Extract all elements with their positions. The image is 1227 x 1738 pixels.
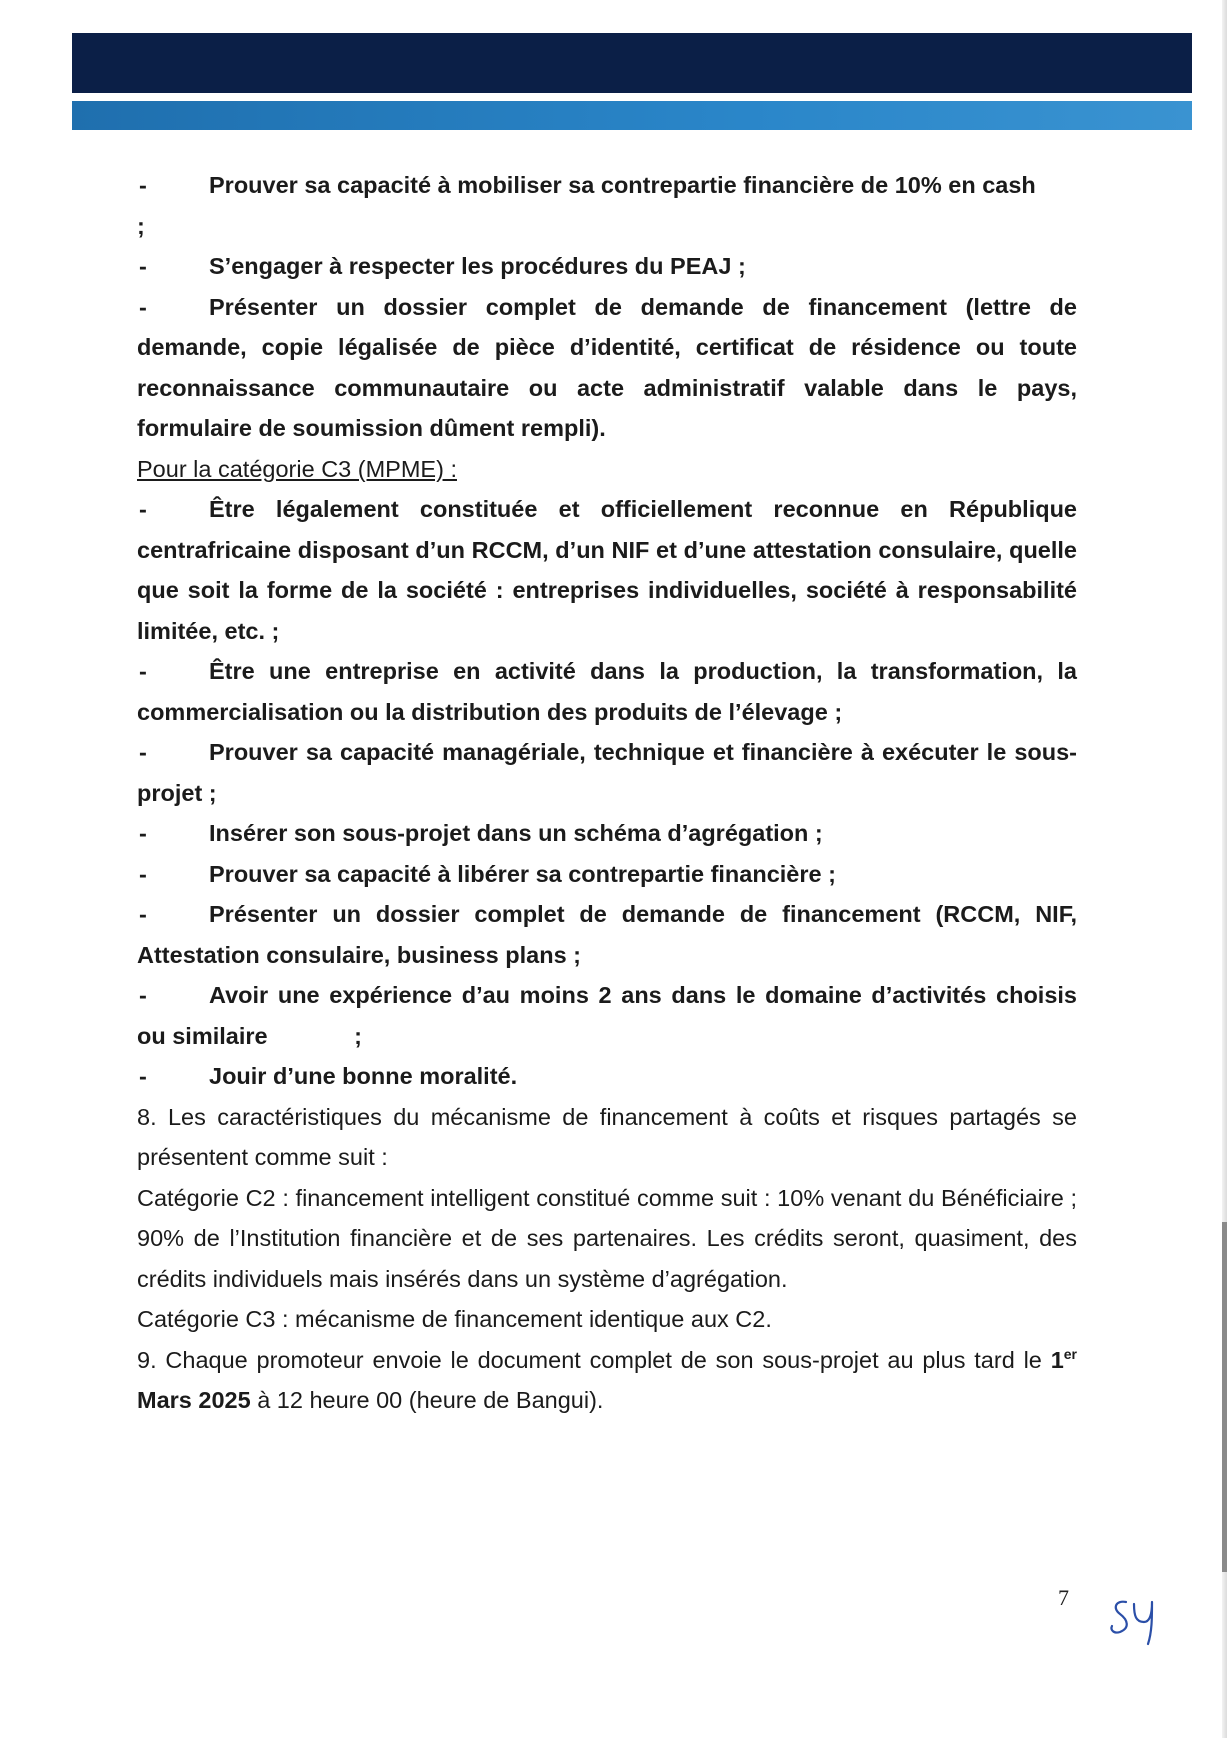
list-item — [137, 1056, 1077, 1097]
list-item — [137, 894, 1077, 975]
list-item — [137, 165, 1077, 206]
list-item — [137, 651, 1077, 732]
bullet-dash: - — [139, 820, 147, 846]
section-9-text-end: à 12 heure 00 (heure de Bangui). — [250, 1387, 604, 1413]
list-item — [137, 246, 1077, 287]
bullet-dash: - — [139, 172, 147, 198]
semicolon: ; — [354, 1022, 362, 1049]
list-item — [137, 287, 1077, 449]
list-item — [137, 975, 1077, 1056]
list-item-text: Prouver sa capacité à libérer sa contrepartie financière ; — [209, 860, 836, 887]
section-9-text: 9. Chaque promoteur envoie le document complet de son sous-projet au plus tard le — [137, 1346, 1051, 1373]
bullet-dash: - — [139, 293, 147, 320]
list-item — [137, 854, 1077, 895]
list-item-text: Présenter un dossier complet de demande de financement (lettre de demande, copie légalisée de pièce d’identité, certificat de résidence ou toute reconnaissance communautaire ou acte administratif valable dans le pays, formulaire de soumission dûment rempli). — [137, 293, 1077, 441]
bullet-dash: - — [139, 1063, 147, 1089]
bullet-dash: - — [139, 860, 147, 887]
section-8-category-c2: Catégorie C2 : financement intelligent constitué comme suit : 10% venant du Bénéficiaire ; 90% de l’Institution financière et de ses partenaires. Les crédits seront, quasiment, des crédits individuels mais insérés dans un système d’agrégation. — [137, 1184, 1077, 1292]
section-8-intro: 8. Les caractéristiques du mécanisme de financement à coûts et risques partagés se présentent comme suit : — [137, 1103, 1077, 1170]
section-8-category-c3: Catégorie C3 : mécanisme de financement identique aux C2. — [137, 1306, 772, 1332]
bullet-dash: - — [139, 901, 147, 927]
list-item-text: Prouver sa capacité à mobiliser sa contrepartie financière de 10% en cash — [209, 172, 1036, 198]
list-item-continuation — [137, 206, 1077, 247]
list-item-text: Être légalement constituée et officiellement reconnue en République centrafricaine disposant d’un RCCM, d’un NIF et d’une attestation consulaire, quelle que soit la forme de la société : entreprises individuelles, société à responsabilité limitée, etc. ; — [137, 496, 1077, 644]
deadline-day: 1 — [1050, 1346, 1064, 1373]
page-content — [137, 165, 1077, 1421]
page-number: 7 — [1058, 1585, 1069, 1610]
header-band-blue — [72, 101, 1192, 130]
list-item-text: Jouir d’une bonne moralité. — [209, 1063, 518, 1089]
bullet-dash: - — [139, 496, 147, 522]
deadline-date: Mars 2025 — [137, 1387, 251, 1413]
list-item-text: Prouver sa capacité managériale, technique et financière à exécuter le sous-projet ; — [137, 739, 1077, 806]
deadline-day-suffix: er — [1063, 1345, 1077, 1362]
section-heading-c3: Pour la catégorie C3 (MPME) : — [137, 455, 457, 482]
bullet-dash: - — [139, 253, 147, 279]
scroll-indicator — [1222, 1222, 1227, 1572]
header-band-dark — [72, 33, 1192, 93]
list-item — [137, 732, 1077, 813]
list-item-text: Être une entreprise en activité dans la production, la transformation, la commercialisation ou la distribution des produits de l’élevage ; — [137, 658, 1077, 725]
list-item — [137, 489, 1077, 651]
bullet-dash: - — [139, 982, 147, 1008]
bullet-dash: - — [139, 739, 147, 765]
list-item-text: Présenter un dossier complet de demande de financement (RCCM, NIF, Attestation consulaire, business plans ; — [137, 901, 1077, 968]
bullet-dash: - — [139, 658, 147, 684]
section-9 — [137, 1340, 1077, 1421]
signature-initials-icon — [1108, 1592, 1168, 1648]
list-item-text: Insérer son sous-projet dans un schéma d’agrégation ; — [209, 820, 823, 846]
list-item-text: S’engager à respecter les procédures du PEAJ ; — [209, 253, 746, 279]
list-item-text: Avoir une expérience d’au moins 2 ans dans le domaine d’activités choisis ou similaire — [137, 982, 1077, 1049]
list-item — [137, 813, 1077, 854]
semicolon: ; — [137, 212, 145, 239]
